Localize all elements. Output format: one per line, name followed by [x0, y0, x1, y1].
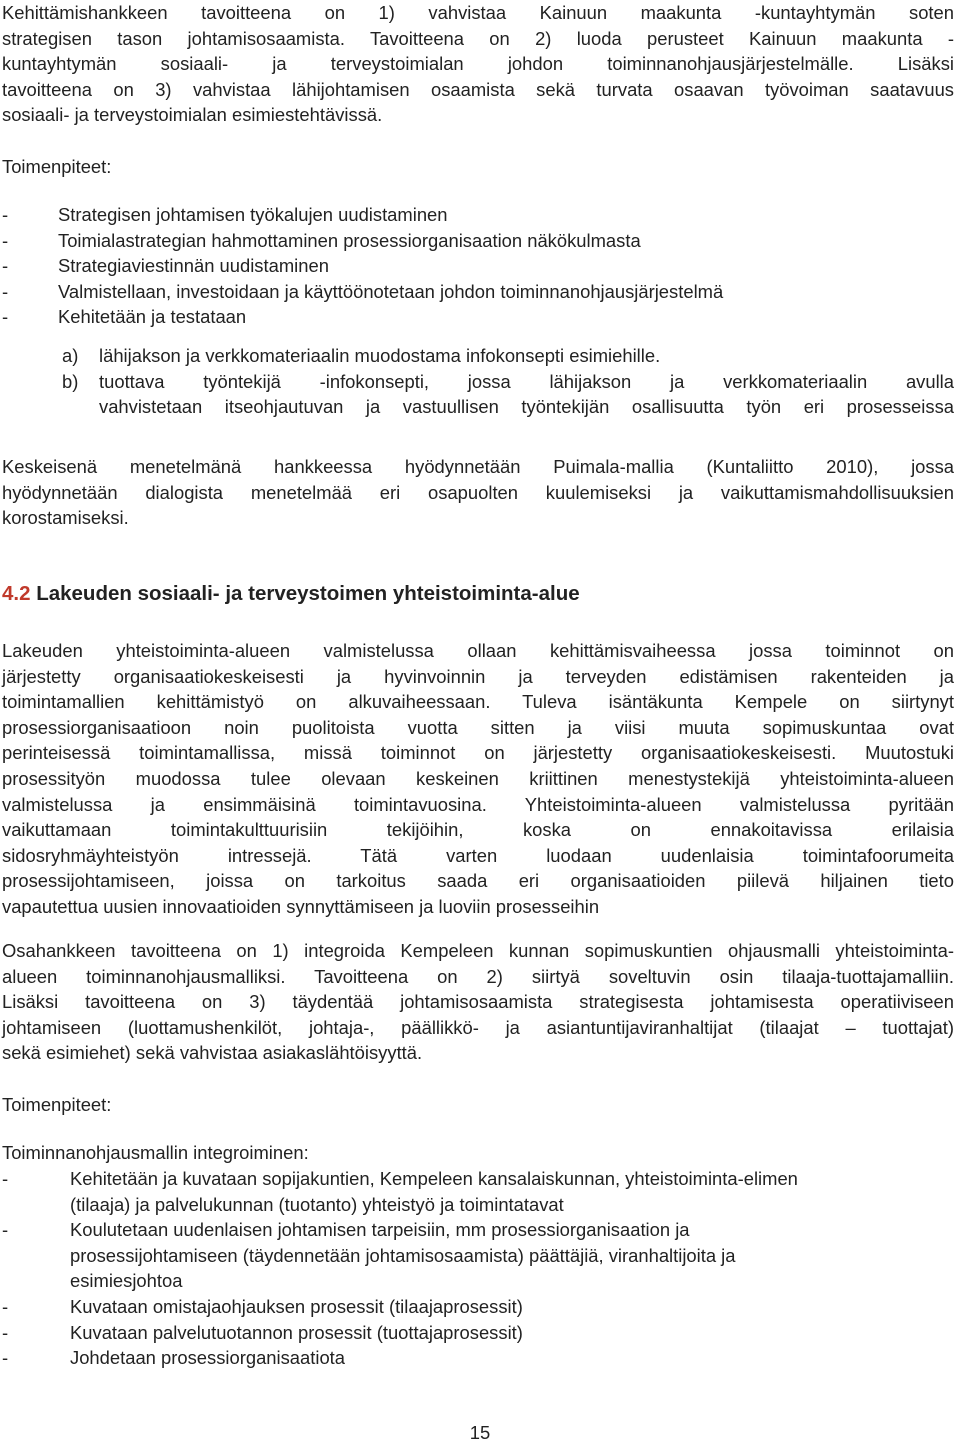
list-item: [2, 279, 954, 305]
page-number: 15: [469, 1422, 491, 1443]
list-item-text: Kehitetään ja testataan: [58, 306, 247, 328]
list-item-text: prosessijohtamiseen (täydennetään johtamisosaamista) päättäjiä, viranhaltijoita ja: [70, 1244, 736, 1266]
list-item: [2, 253, 954, 279]
lakeus-line: toimintamallien kehittämistyö on alkuvaiheessaan. Tuleva isäntäkunta Kempele on siirtynyt: [2, 691, 954, 713]
sub-list-text: vahvistetaan itseohjautuvan ja vastuullisen työntekijän osallisuutta työn eri prosesseissa: [99, 396, 954, 418]
lakeus-line: vapautettua uusien innovaatioiden synnyttämiseen ja luoviin prosesseihin: [2, 895, 600, 917]
measures-label: Toimenpiteet:: [2, 156, 112, 177]
dash-marker: -: [2, 1295, 9, 1317]
dash-marker: -: [2, 1168, 9, 1189]
sub-project-line: alueen toiminnanohjausmalliksi. Tavoitteena on 2) siirtyä soveltuvin osin tilaaja-tuottajamalliin.: [2, 965, 954, 987]
list-item-text: Toimialastrategian hahmottaminen prosessiorganisaation näkökulmasta: [58, 229, 641, 251]
sub-list-marker: a): [62, 345, 79, 366]
list-item: [2, 228, 954, 254]
list-item-text: Valmistellaan, investoidaan ja käyttöönotetaan johdon toiminnanohjausjärjestelmä: [58, 280, 724, 302]
intro-line: sosiaali- ja terveystoimialan esimiestehtävissä.: [2, 104, 383, 126]
method-line: korostamiseksi.: [2, 507, 129, 529]
sub-list-item: [62, 369, 954, 420]
sub-project-line: Lisäksi tavoitteena on 3) täydentää johtamisosaamista strategisesta johtamisesta operatiiviseen: [2, 991, 954, 1013]
sub-list-text: tuottava työntekijä -infokonsepti, jossa lähijakson ja verkkomateriaalin avulla: [99, 370, 954, 392]
list-item-text: Strategisen johtamisen työkalujen uudistaminen: [58, 204, 448, 225]
list-item-text: Johdetaan prosessiorganisaatiota: [70, 1347, 346, 1369]
dash-marker: -: [2, 204, 9, 225]
list-item: [2, 304, 954, 330]
dash-marker: -: [2, 255, 9, 277]
list-item: [2, 1320, 954, 1346]
list-item: [2, 1166, 954, 1217]
list-item-text: Kehitetään ja kuvataan sopijakuntien, Kempeleen kansalaiskunnan, yhteistoiminta-elimen: [70, 1168, 798, 1189]
measures-label: Toimenpiteet:: [2, 1094, 112, 1115]
section-title: Lakeuden sosiaali- ja terveystoimen yhteistoiminta-alue: [36, 582, 580, 605]
section-heading: [2, 580, 580, 608]
list-item-text: esimiesjohtoa: [70, 1270, 183, 1292]
dash-marker: -: [2, 229, 9, 251]
lakeus-line: Lakeuden yhteistoiminta-alueen valmistelussa ollaan kehittämisvaiheessa jossa toiminnot on: [2, 640, 954, 661]
lakeus-line: prosessityön muodossa tulee olevaan keskeinen kriittinen menestystekijä yhteistoiminta-alueen: [2, 767, 954, 789]
list-item: [2, 1345, 954, 1371]
sub-list: [62, 343, 954, 420]
lakeus-line: järjestetty organisaatiokeskeisesti ja hyvinvoinnin ja terveyden edistämisen rakenteiden ja: [2, 665, 954, 687]
measures-list-2: [2, 1166, 954, 1371]
list-item-text: (tilaaja) ja palvelukunnan (tuotanto) yhteistyö ja toimintatavat: [70, 1193, 564, 1215]
dash-marker: -: [2, 306, 9, 328]
lakeus-line: perinteisessä toimintamallissa, missä toiminnot on järjestetty organisaatiokeskeisesti. Muutostuki: [2, 742, 954, 764]
sub-project-line: sekä esimiehet) sekä vahvistaa asiakaslähtöisyyttä.: [2, 1042, 423, 1064]
list-item-text: Kuvataan omistajaohjauksen prosessit (tilaajaprosessit): [70, 1295, 523, 1317]
sub-list-item: [62, 343, 954, 369]
lakeus-line: prosessiorganisaatioon noin puolitoista vuotta sitten ja viisi muuta sopimuskuntaa ovat: [2, 716, 954, 738]
lakeus-line: valmistelussa ja ensimmäisinä toimintavuosina. Yhteistoiminta-alueen valmistelussa pyritään: [2, 793, 954, 815]
measures-list: [2, 202, 954, 330]
lakeus-line: vaikuttamaan toimintakulttuurisiin tekijöihin, koska on ennakoitavissa erilaisia: [2, 819, 954, 841]
sub-list-marker: b): [62, 370, 79, 392]
dash-marker: -: [2, 280, 9, 302]
intro-line: kuntayhtymän sosiaali- ja terveystoimialan johdon toiminnanohjausjärjestelmälle. Lisäksi: [2, 53, 954, 75]
intro-line: tavoitteena on 3) vahvistaa lähijohtamisen osaamista sekä turvata osaavan työvoiman saatavuus: [2, 78, 954, 100]
method-paragraph: [2, 454, 954, 531]
lakeus-line: sidosryhmäyhteistyön intressejä. Tätä varten luodaan uudenlaisia toimintafoorumeita: [2, 844, 954, 866]
list-item-text: Kuvataan palvelutuotannon prosessit (tuottajaprosessit): [70, 1321, 523, 1343]
method-line: hyödynnetään dialogista menetelmää eri osapuolten kuulemiseksi ja vaikuttamismahdollisuuksien: [2, 481, 954, 503]
section-number: 4.2: [2, 582, 31, 605]
list-item: [2, 202, 954, 228]
dash-marker: -: [2, 1347, 9, 1369]
sub-project-line: johtamiseen (luottamushenkilöt, johtaja-, päällikkö- ja asiantuntijaviranhaltijat (tilaajat – tuottajat): [2, 1016, 954, 1038]
lakeus-paragraph: [2, 638, 954, 920]
list-item-text: Strategiaviestinnän uudistaminen: [58, 255, 329, 277]
intro-line: Kehittämishankkeen tavoitteena on 1) vahvistaa Kainuun maakunta -kuntayhtymän soten: [2, 2, 954, 23]
integration-label: Toiminnanohjausmallin integroiminen:: [2, 1142, 309, 1163]
intro-paragraph: [2, 0, 954, 128]
list-item: [2, 1217, 954, 1294]
intro-line: strategisen tason johtamisosaamista. Tavoitteena on 2) luoda perusteet Kainuun maakunta -: [2, 27, 954, 49]
list-item-text: Koulutetaan uudenlaisen johtamisen tarpeisiin, mm prosessiorganisaation ja: [70, 1219, 690, 1241]
sub-project-paragraph: [2, 938, 954, 1066]
list-item: [2, 1294, 954, 1320]
dash-marker: -: [2, 1219, 9, 1241]
sub-list-text: lähijakson ja verkkomateriaalin muodostama infokonsepti esimiehille.: [99, 345, 661, 366]
lakeus-line: prosessijohtamiseen, joissa on tarkoitus saada eri organisaatioiden piilevä hiljainen tieto: [2, 870, 954, 892]
sub-project-line: Osahankkeen tavoitteena on 1) integroida Kempeleen kunnan sopimuskuntien ohjausmalli yhteistoiminta-: [2, 940, 954, 961]
dash-marker: -: [2, 1321, 9, 1343]
method-line: Keskeisenä menetelmänä hankkeessa hyödynnetään Puimala-mallia (Kuntaliitto 2010), jossa: [2, 456, 954, 477]
